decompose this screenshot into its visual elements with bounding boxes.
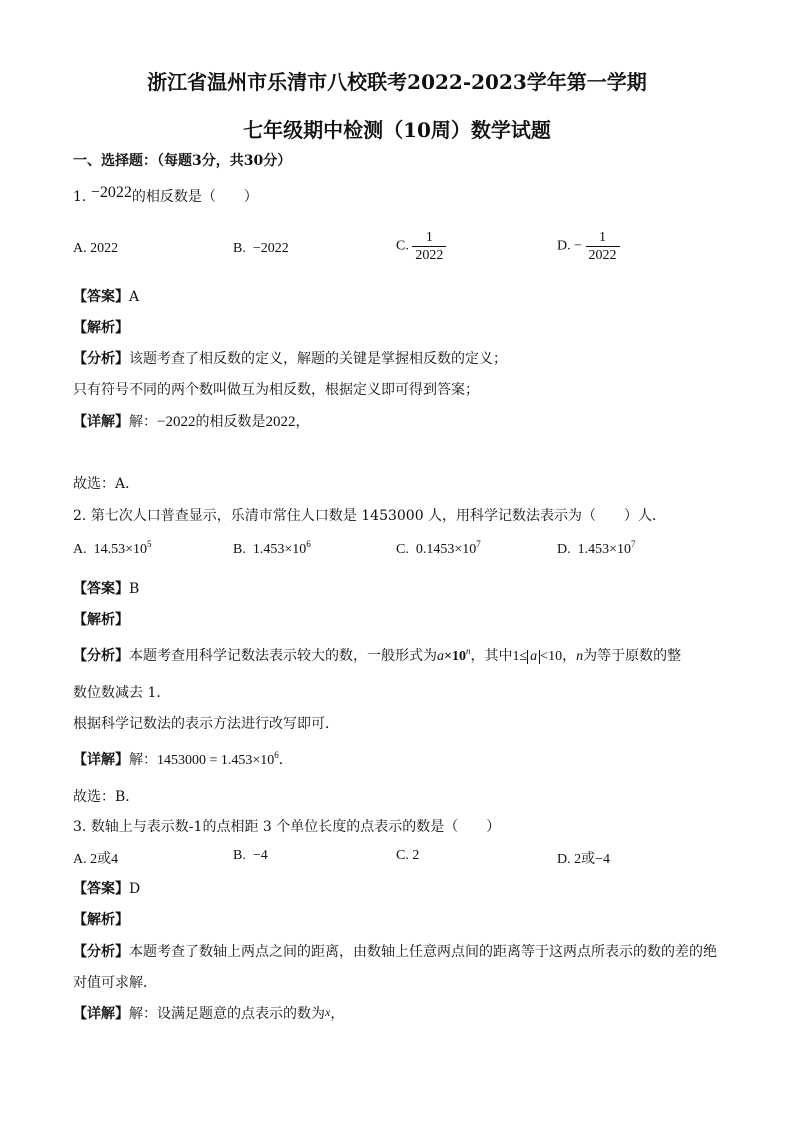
q1-option-b-label: B. (233, 241, 246, 256)
q2-answer-value: B (129, 581, 140, 597)
q2-fenxi-text1: 本题考查用科学记数法表示较大的数，一般形式为 (129, 648, 437, 664)
q2-option-c (396, 539, 481, 558)
q2-detail-exponent: 6 (274, 750, 279, 760)
q2-fenxi-tag: 【分析】 (73, 648, 129, 664)
q2-fenxi-times: ×10 (444, 649, 466, 664)
q3-option-b-value: −4 (252, 848, 268, 863)
q3-detail-text1: 解：设满足题意的点表示的数为 (129, 1006, 325, 1022)
q2-fenxi-text3: ， (562, 648, 577, 664)
q2-fenxi-a: a (437, 649, 444, 664)
q1-answer (73, 286, 139, 306)
q2-detail (73, 749, 293, 769)
q3-option-b-label: B. (233, 848, 246, 863)
q3-analysis-tag: 【解析】 (73, 912, 129, 928)
q1-choose: 故选：A． (73, 476, 140, 492)
q3-detail-end: ， (330, 1006, 345, 1022)
q2-detail-end: ． (278, 752, 293, 768)
q2-rule: 根据科学记数法的表示方法进行改写即可． (73, 716, 339, 732)
q1-answer-tag: 【答案】 (73, 289, 129, 305)
q1-option-c-denominator: 2022 (412, 246, 446, 264)
q2-option-a-base: 14.53×10 (93, 542, 148, 557)
q2-analysis-tag: 【解析】 (73, 612, 129, 628)
q1-option-d-fraction (586, 229, 620, 264)
q2-fenxi-text4: 为等于原数的整 (583, 648, 682, 664)
document-title-line2: 七年级期中检测（10周）数学试题 (243, 118, 551, 142)
q2-fenxi-abs: a (527, 650, 540, 664)
q2-fenxi-n: n (465, 646, 471, 656)
q1-detail-tag: 【详解】 (73, 414, 129, 430)
q1-detail-expr2: 2022 (265, 414, 296, 430)
q3-fenxi-text1: 本题考查了数轴上两点之间的距离，由数轴上任意两点间的距离等于这两点所表示的数的差的绝 (129, 944, 717, 960)
q1-detail (73, 411, 309, 431)
q3-option-a: A. 2或4 (73, 852, 119, 867)
q2-number: 2. (73, 508, 87, 524)
q3-answer-value: D (129, 881, 141, 897)
q2-option-a-exponent: 5 (147, 539, 152, 549)
q1-number: 1. (73, 189, 87, 205)
q2-fenxi-text2: ，其中 (470, 648, 513, 664)
section-heading: 一、选择题：（每题3分，共30分） (73, 153, 292, 169)
q2-answer-tag: 【答案】 (73, 581, 129, 597)
q3-fenxi-tag: 【分析】 (73, 944, 129, 960)
q1-option-c-label: C. (396, 238, 409, 254)
q2-option-a (73, 539, 152, 558)
q1-option-b (233, 241, 289, 257)
q3-option-c: C. 2 (396, 848, 420, 863)
q1-option-c-fraction (412, 229, 446, 264)
q2-option-b (233, 539, 311, 558)
q2-option-d (557, 539, 636, 558)
q1-option-d (557, 229, 620, 264)
q3-option-b (233, 848, 268, 864)
q2-option-b-base: 1.453×10 (252, 542, 307, 557)
q1-option-c-numerator: 1 (425, 230, 433, 245)
q2-option-c-label: C. (396, 542, 409, 557)
q1-detail-text1: 解： (129, 414, 157, 430)
q1-detail-text3: ， (295, 414, 310, 430)
q2-option-a-label: A. (73, 542, 87, 557)
q1-option-d-label: D. (557, 238, 571, 254)
q3-detail-var: x (325, 1005, 331, 1019)
q1-stem (73, 186, 258, 206)
q1-fenxi (73, 348, 507, 368)
q2-option-c-base: 0.1453×10 (415, 542, 477, 557)
q3-stem (73, 816, 500, 836)
q2-option-d-label: D. (557, 542, 571, 557)
q3-number: 3. (73, 819, 87, 835)
q1-fenxi-text: 该题考查了相反数的定义，解题的关键是掌握相反数的定义； (129, 351, 507, 367)
q1-fenxi-line2: 只有符号不同的两个数叫做互为相反数，根据定义即可得到答案； (73, 382, 479, 398)
q3-fenxi-line2: 对值可求解． (73, 975, 157, 991)
q2-detail-tag: 【详解】 (73, 752, 129, 768)
q1-option-b-value: −2022 (252, 241, 289, 256)
q1-stem-text: 的相反数是（ ） (131, 189, 258, 205)
q1-option-d-sign: − (574, 238, 583, 254)
q1-option-d-numerator: 1 (599, 230, 607, 245)
q3-fenxi (73, 941, 717, 961)
q1-expr: −2022 (90, 184, 132, 201)
q3-option-d: D. 2或−4 (557, 852, 611, 867)
q2-stem (73, 505, 666, 525)
q2-fenxi-ineq-right: <10 (540, 649, 563, 664)
q3-detail (73, 1003, 344, 1023)
q2-option-d-base: 1.453×10 (577, 542, 632, 557)
q1-analysis-tag: 【解析】 (73, 320, 129, 336)
q2-detail-text1: 解： (129, 752, 157, 768)
q2-fenxi-n2: n (576, 649, 584, 664)
q1-answer-value: A (129, 289, 140, 305)
q3-detail-tag: 【详解】 (73, 1006, 129, 1022)
q1-detail-text2: 的相反数是 (195, 414, 266, 430)
q2-fenxi-line2: 数位数减去 1． (73, 685, 171, 701)
q2-option-b-label: B. (233, 542, 246, 557)
q3-answer-tag: 【答案】 (73, 881, 129, 897)
q3-answer (73, 878, 140, 898)
q1-option-d-denominator: 2022 (586, 246, 620, 264)
q3-stem-text: 数轴上与表示数-1的点相距 3 个单位长度的点表示的数是（ ） (90, 819, 501, 835)
q2-detail-expr: 1453000 = 1.453×10 (157, 753, 275, 768)
q2-fenxi (73, 645, 681, 665)
q1-option-c (396, 229, 446, 264)
q1-detail-expr1: −2022 (157, 414, 196, 430)
q2-option-d-exponent: 7 (631, 539, 636, 549)
q2-stem-text: 第七次人口普查显示，乐清市常住人口数是 1453000 人，用科学记数法表示为（ ）人． (90, 508, 667, 524)
q2-choose: 故选：B． (73, 789, 140, 805)
q2-fenxi-ineq-left: 1≤ (512, 649, 528, 664)
q1-fenxi-tag: 【分析】 (73, 351, 129, 367)
q1-option-a: A. 2022 (73, 241, 119, 256)
q2-option-b-exponent: 6 (306, 539, 311, 549)
q2-answer (73, 578, 139, 598)
q2-option-c-exponent: 7 (476, 539, 481, 549)
document-title-line1: 浙江省温州市乐清市八校联考2022-2023学年第一学期 (147, 70, 647, 94)
